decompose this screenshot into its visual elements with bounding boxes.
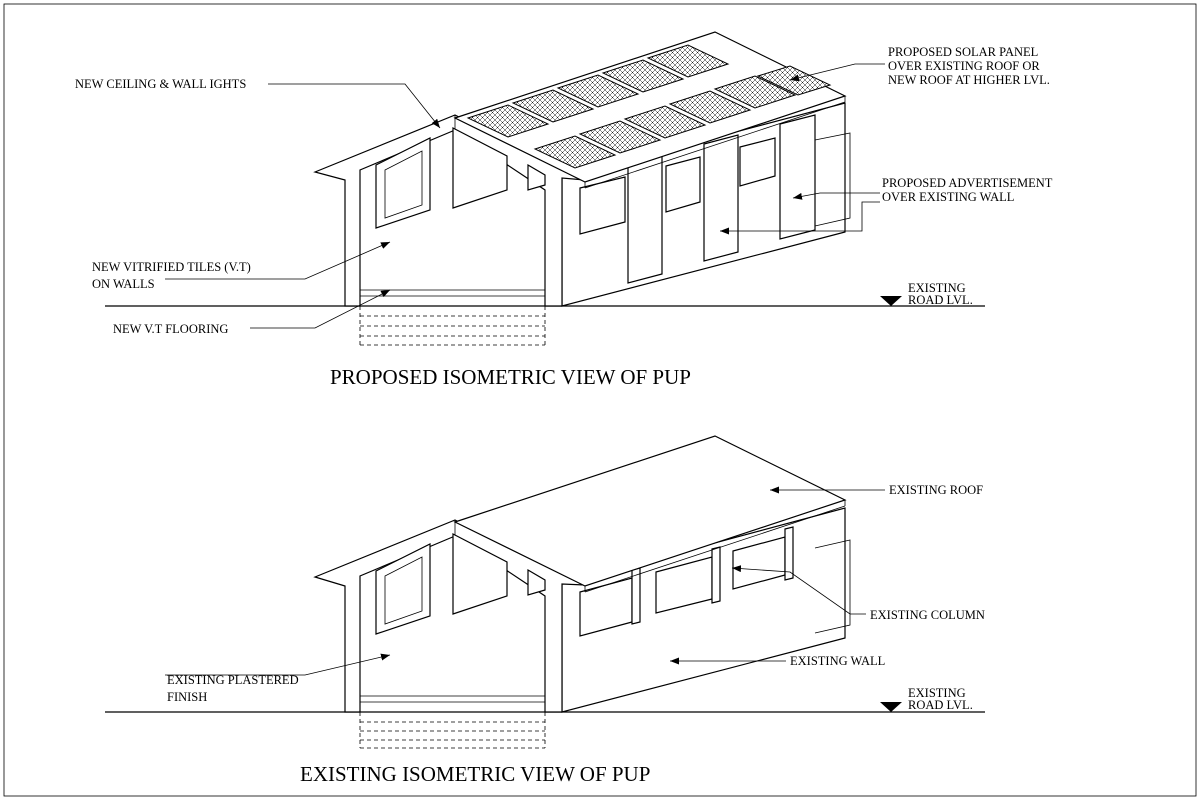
label-vitrified-tiles-line2: ON WALLS: [92, 277, 155, 291]
label-road-level-line1: EXISTING: [908, 686, 966, 700]
advertisement-panel: [780, 115, 815, 239]
label-plastered-finish-line2: FINISH: [167, 690, 208, 704]
advertisement-panel: [628, 156, 662, 283]
label-vitrified-tiles-line1: NEW VITRIFIED TILES (V.T): [92, 260, 251, 274]
label-advertisement-line1: PROPOSED ADVERTISEMENT: [882, 176, 1053, 190]
existing-column: [712, 547, 720, 603]
label-solar-panel-line1: PROPOSED SOLAR PANEL: [888, 45, 1039, 59]
label-road-level-line1: EXISTING: [908, 281, 966, 295]
label-road-level-line2: ROAD LVL.: [908, 698, 973, 712]
label-existing-roof: EXISTING ROOF: [889, 483, 984, 497]
proposed-view-title: PROPOSED ISOMETRIC VIEW OF PUP: [330, 365, 691, 389]
existing-view-title: EXISTING ISOMETRIC VIEW OF PUP: [300, 762, 651, 786]
label-advertisement-line2: OVER EXISTING WALL: [882, 190, 1015, 204]
road-level-symbol: [880, 702, 902, 712]
existing-building: [105, 436, 985, 748]
label-solar-panel-line3: NEW ROOF AT HIGHER LVL.: [888, 73, 1050, 87]
label-existing-wall: EXISTING WALL: [790, 654, 886, 668]
label-vt-flooring: NEW V.T FLOORING: [113, 322, 229, 336]
advertisement-panel: [704, 135, 738, 261]
road-level-symbol: [880, 296, 902, 306]
label-solar-panel-line2: OVER EXISTING ROOF OR: [888, 59, 1040, 73]
label-existing-column: EXISTING COLUMN: [870, 608, 985, 622]
label-new-ceiling-lights: NEW CEILING & WALL IGHTS: [75, 77, 247, 91]
label-road-level-line2: ROAD LVL.: [908, 293, 973, 307]
label-plastered-finish-line1: EXISTING PLASTERED: [167, 673, 299, 687]
